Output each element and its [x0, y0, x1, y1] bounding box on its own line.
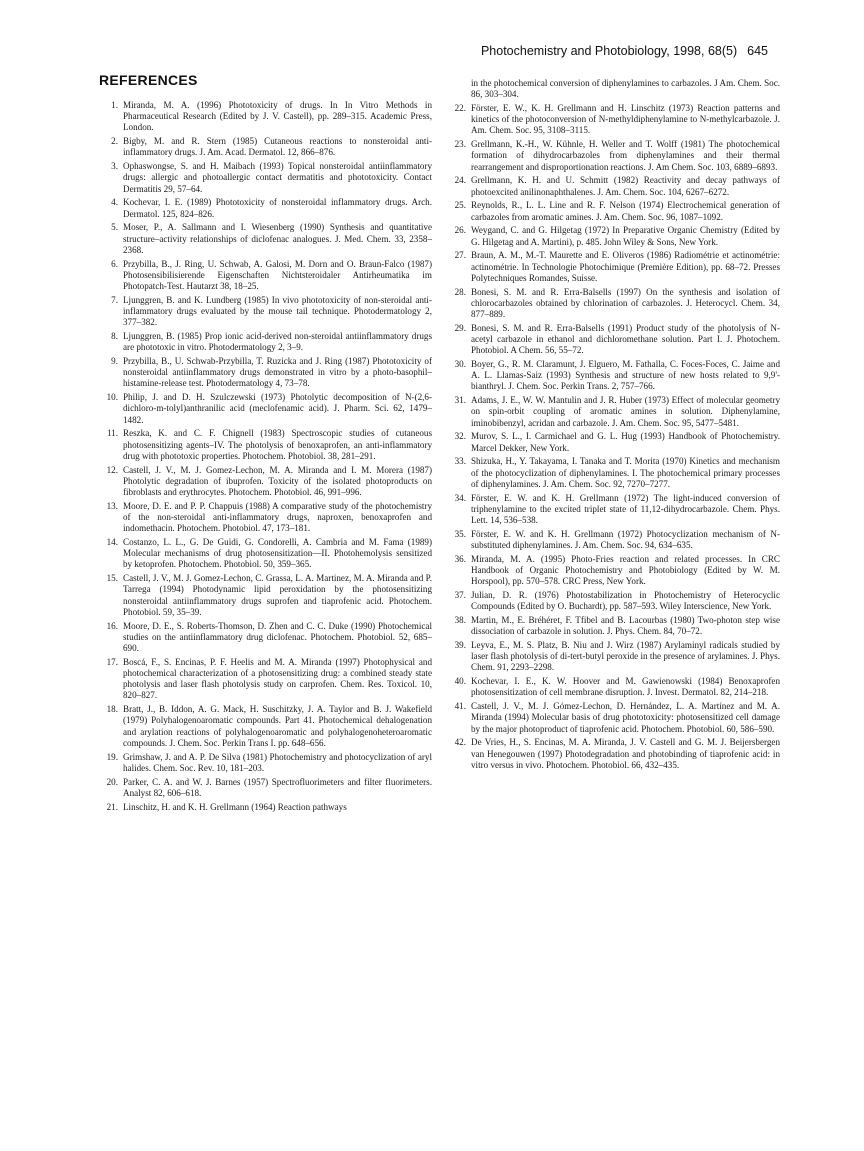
reference-text: Reynolds, R., L. L. Line and R. F. Nelson (1974) Electrochemical generation of carbazoles from aromatic amines. J. Am. Chem. Soc. 96, 1087–1092.: [471, 200, 780, 222]
reference-item: [444, 737, 780, 771]
reference-number: 22.: [454, 103, 466, 113]
reference-text: Parker, C. A. and W. J. Barnes (1957) Spectrofluorimeters and filter fluorimeters. Analyst 82, 606–618.: [123, 776, 432, 798]
reference-item: [444, 103, 780, 137]
reference-item: [96, 704, 432, 749]
reference-number: 3.: [111, 161, 118, 172]
reference-item: [96, 161, 432, 195]
reference-item: [444, 287, 780, 321]
references-right-column: [444, 78, 780, 774]
reference-text: De Vries, H., S. Encinas, M. A. Miranda, J. V. Castell and G. M. J. Beijersbergen van Henegouwen (1997) Photodegradation and photobinding of tiaprofenic acid: in vitro versus in vivo. Photochem. Photobiol. 66, 432–435.: [471, 737, 780, 770]
reference-number: 26.: [454, 225, 466, 236]
reference-text: Moore, D. E., S. Roberts-Thomson, D. Zhen and C. C. Duke (1990) Photochemical studies on the antiinflammatory drug diclofenac. Photochem. Photobiol. 52, 685–690.: [123, 620, 432, 654]
reference-number: 2.: [111, 136, 118, 147]
reference-number: 30.: [454, 359, 466, 370]
reference-item: [444, 139, 780, 173]
reference-number: 17.: [106, 656, 118, 667]
journal-citation: Photochemistry and Photobiology, 1998, 68(5): [480, 44, 738, 58]
reference-number: 10.: [106, 392, 118, 403]
reference-continuation: in the photochemical conversion of diphenylamines to carbazoles. J Am. Chem. Soc. 86, 303–304.: [471, 78, 780, 100]
reference-item: [444, 529, 780, 551]
running-header: [481, 44, 768, 58]
reference-text: Boyer, G., R. M. Claramunt, J. Elguero, M. Fathalla, C. Foces-Foces, C. Jaime and A. L. Llamas-Saiz (1993) Synthesis and structure of new hosts related to 9,9'-bianthryl. J. Chem. Soc. Perkin Trans. 2, 757–766.: [471, 359, 780, 392]
reference-number: 42.: [454, 737, 466, 748]
reference-number: 16.: [106, 620, 118, 631]
reference-text: Shizuka, H., Y. Takayama, I. Tanaka and T. Morita (1970) Kinetics and mechanism of the photocyclization of diphenylamines. I. The photochemical primary processes of diphenylamines. J. Am. Chem. Soc. 92, 7270–7277.: [471, 456, 780, 489]
reference-text: Bonesi, S. M. and R. Erra-Balsells (1991) Product study of the photolysis of N-acetyl carbazole in ethanol and dichloromethane solution. Part I. J. Photochem. Photobiol. A Chem. 56, 55–72.: [471, 322, 780, 356]
reference-number: 21.: [106, 801, 118, 812]
reference-number: 41.: [454, 701, 466, 712]
reference-number: 12.: [106, 464, 118, 475]
reference-text: Murov, S. L., I. Carmichael and G. L. Hug (1993) Handbook of Photochemistry. Marcel Dekker, New York.: [471, 431, 780, 453]
reference-text: Förster, E. W. and K. H. Grellmann (1972) Photocyclization mechanism of N-substituted diphenylamines. J. Am. Chem. Soc. 94, 634–635.: [471, 528, 780, 551]
references-left-column: [96, 100, 432, 815]
reference-text: Kochevar, I. E. (1989) Phototoxicity of nonsteroidal inflammatory drugs. Arch. Dermatol. 125, 824–826.: [123, 197, 432, 219]
reference-item: [444, 250, 780, 284]
reference-text: Grellmann, K. H. and U. Schmitt (1982) Reactivity and decay pathways of photoexcited anilinonaphthalenes. J. Am. Chem. Soc. 104, 6267–6272.: [471, 175, 780, 197]
reference-item: [96, 392, 432, 426]
reference-number: 32.: [454, 431, 466, 442]
reference-text: Grellmann, K.-H., W. Kühnle, H. Weller and T. Wolff (1981) The photochemical formation of dihydrocarbazoles from diphenylamines and their thermal rearrangement and disproportionation reactions. J. Am Chem. Soc. 103, 6889–6893.: [471, 139, 780, 172]
reference-number: 4.: [111, 197, 118, 208]
reference-item: [444, 493, 780, 527]
reference-text: Martin, M., E. Bréhéret, F. Tfibel and B. Lacourbas (1980) Two-photon step wise dissociation of carbazole in solution. J. Phys. Chem. 84, 70–72.: [471, 615, 780, 637]
reference-text: Adams, J. E., W. W. Mantulin and J. R. Huber (1973) Effect of molecular geometry on spin-orbit coupling of aromatic amines in solution. Diphenylamine, iminobibenzyl, acridan and carbazole. J. Am. Chem. Soc. 95, 5477–5481.: [471, 395, 780, 428]
reference-number: 11.: [106, 428, 118, 439]
reference-text: Moser, P., A. Sallmann and I. Wiesenberg (1990) Synthesis and quantitative structure–activity relationships of diclofenac analogues. J. Med. Chem. 33, 2358–2368.: [123, 222, 432, 255]
reference-item: [96, 537, 432, 571]
reference-text: Philip, J. and D. H. Szulczewski (1973) Photolytic decomposition of N-(2,6-dichloro-m-tolyl)anthranilic acid (meclofenamic acid). J. Pharm. Sci. 62, 1479–1482.: [123, 392, 432, 425]
reference-text: Bratt, J., B. Iddon, A. G. Mack, H. Suschitzky, J. A. Taylor and B. J. Wakefield (1979) Polyhalogenoaromatic compounds. Part 41. Photochemical dehalogenation and arylation reactions of polyhalogenoaromatic and polyhalogenoheteroaromatic compounds. J. Chem. Soc. Perkin Trans I. pp. 648–656.: [123, 704, 432, 748]
reference-number: 31.: [454, 395, 466, 406]
reference-item: [96, 657, 432, 702]
reference-number: 37.: [454, 590, 466, 601]
reference-number: 25.: [454, 200, 466, 211]
reference-text: Ljunggren, B. (1985) Prop ionic acid-derived non-steroidal antiinflammatory drugs are phototoxic in vitro. Photodermatology 2, 3–9.: [123, 331, 432, 353]
reference-text: Julian, D. R. (1976) Photostabilization in Photochemistry of Heterocyclic Compounds (Edited by O. Buchardt), pp. 587–593. Wiley Interscience, New York.: [471, 590, 780, 612]
reference-number: 27.: [454, 250, 466, 261]
reference-item: [444, 554, 780, 588]
reference-number: 36.: [454, 553, 466, 564]
reference-text: Przybilla, B., U. Schwab-Przybilla, T. Ruzicka and J. Ring (1987) Phototoxicity of nonsteroidal antiinflammatory drugs demonstrated in vitro by a photo-basophil–histamine-release test. Photodermatology 4, 73–78.: [123, 356, 432, 389]
reference-text: Weygand, C. and G. Hilgetag (1972) In Preparative Organic Chemistry (Edited by G. Hilgetag and A. Martini), p. 485. John Wiley & Sons, New York.: [471, 225, 780, 247]
reference-item: [444, 323, 780, 357]
section-title: REFERENCES: [99, 72, 198, 88]
reference-text: Linschitz, H. and K. H. Grellmann (1964) Reaction pathways: [123, 801, 347, 812]
reference-text: Bigby, M. and R. Stern (1985) Cutaneous reactions to nonsteroidal anti-inflammatory drugs. J. Am. Acad. Dermatol. 12, 866–876.: [123, 136, 432, 158]
reference-number: 14.: [106, 537, 118, 548]
reference-number: 20.: [106, 776, 118, 787]
reference-item: [96, 777, 432, 799]
reference-text: Castell, J. V., M. J. Gomez-Lechon, M. A. Miranda and I. M. Morera (1987) Photolytic degradation of ibuprofen. Toxicity of the isolated photoproducts on fibroblasts and erythrocytes. Photochem. Photobiol. 46, 991–996.: [123, 464, 432, 498]
reference-number: 18.: [106, 704, 118, 715]
reference-item: [444, 175, 780, 197]
reference-number: 29.: [454, 322, 466, 333]
reference-item: [96, 197, 432, 219]
reference-number: 8.: [111, 331, 118, 342]
reference-item: [96, 752, 432, 774]
reference-item: [444, 701, 780, 735]
reference-number: 39.: [454, 640, 466, 651]
reference-item: [444, 590, 780, 612]
reference-number: 40.: [454, 676, 466, 687]
reference-number: 13.: [106, 500, 118, 511]
reference-number: 38.: [454, 615, 466, 626]
reference-text: Przybilla, B., J. Ring, U. Schwab, A. Galosi, M. Dorn and O. Braun-Falco (1987) Photosensibilisierende Eigenschaften Nichtsteroidaler Antirheumatika im Photopatch-Test. Hautarzt 38, 18–25.: [123, 258, 432, 292]
reference-text: Miranda, M. A. (1996) Phototoxicity of drugs. In In Vitro Methods in Pharmaceutical Research (Edited by J. V. Castell), pp. 289–315. Academic Press, London.: [123, 100, 432, 133]
reference-item: [96, 259, 432, 293]
reference-text: Kochevar, I. E., K. W. Hoover and M. Gawienowski (1984) Benoxaprofen photosensitization of cell membrane disruption. J. Invest. Dermatol. 82, 214–218.: [471, 676, 780, 698]
reference-number: 5.: [111, 222, 118, 233]
reference-number: 33.: [454, 456, 466, 467]
reference-item: [96, 501, 432, 535]
reference-number: 6.: [111, 258, 118, 269]
reference-item: [96, 802, 432, 813]
reference-text: Moore, D. E. and P. P. Chappuis (1988) A comparative study of the photochemistry of the non-steroidal anti-inflammatory drugs, naproxen, benoxaprofen and indomethacin. Photochem. Photobiol. 47, 173–181.: [123, 500, 432, 534]
reference-number: 28.: [454, 286, 466, 297]
reference-item: [96, 136, 432, 158]
reference-item: [96, 222, 432, 256]
reference-text: Braun, A. M., M.-T. Maurette and E. Oliveros (1986) Radiométrie et actinométrie: actinométrie. In Technologie Photochimique (Première Edition), pp. 68–72. Presses Polytechniques Romandes, Suisse.: [471, 250, 780, 283]
reference-item: [96, 100, 432, 134]
reference-number: 24.: [454, 175, 466, 186]
reference-text: Grimshaw, J. and A. P. De Silva (1981) Photochemistry and photocyclization of aryl halides. Chem. Soc. Rev. 10, 181–203.: [123, 751, 432, 773]
reference-number: 23.: [454, 139, 466, 150]
reference-text: Ophaswongse, S. and H. Maibach (1993) Topical nonsteroidal antiinflammatory drugs: allergic and photoallergic contact dermatitis and phototoxicity. Contact Dermatitis 29, 57–64.: [123, 161, 432, 194]
reference-text: Förster, E. W., K. H. Grellmann and H. Linschitz (1973) Reaction patterns and kinetics of the photoconversion of N-methyldiphenylamine to N-methylcarbazole. J. Am. Chem. Soc. 95, 3108–3115.: [471, 103, 780, 136]
reference-text: Reszka, K. and C. F. Chignell (1983) Spectroscopic studies of cutaneous photosensitizing agents–IV. The photolysis of benoxaprofen, an anti-inflammatory drug with phototoxic properties. Photochem. Photobiol. 38, 281–291.: [123, 428, 432, 461]
reference-text: Castell, J. V., M. J. Gomez-Lechon, C. Grassa, L. A. Martinez, M. A. Miranda and P. Tarrega (1994) Photodynamic lipid peroxidation by the photosensitizing nonsteroidal antiinflammatory drugs suprofen and tiaprofenic acid. Photochem. Photobiol. 59, 35–39.: [123, 573, 432, 617]
reference-item: [96, 428, 432, 462]
reference-text: Bonesi, S. M. and R. Erra-Balsells (1997) On the synthesis and isolation of chlorocarbazoles obtained by chlorination of carbazoles. J. Heterocycl. Chem. 34, 877–889.: [471, 286, 780, 320]
reference-text: Förster, E. W. and K. H. Grellmann (1972) The light-induced conversion of triphenylamine to the excited triplet state of 11,12-dihydrocarbazole. Chem. Phys. Lett. 14, 536–538.: [471, 492, 780, 526]
reference-number: 15.: [106, 573, 118, 584]
reference-number: 35.: [454, 528, 466, 539]
reference-item: [96, 295, 432, 329]
reference-text: Costanzo, L. L., G. De Guidi, G. Condorelli, A. Cambria and M. Fama (1989) Molecular mechanisms of drug photosensitization—II. Photohemolysis sensitized by ketoprofen. Photochem. Photobiol. 50, 359–365.: [123, 537, 432, 570]
reference-text: Leyva, E., M. S. Platz, B. Niu and J. Wirz (1987) Arylaminyl radicals studied by laser flash photolysis of di-tert-butyl peroxide in the presence of arylamines. J. Phys. Chem. 91, 2293–2298.: [471, 640, 780, 673]
reference-item: [444, 395, 780, 429]
reference-item: [444, 615, 780, 637]
reference-item: [96, 331, 432, 353]
reference-number: 1.: [111, 100, 118, 110]
reference-text: Boscá, F., S. Encinas, P. F. Heelis and M. A. Miranda (1997) Photophysical and photochemical characterization of a photosensitizing drug: a combined steady state photolysis and laser flash photolysis study on carprofen. Chem. Res. Toxicol. 10, 820–827.: [123, 656, 432, 701]
reference-text: Ljunggren, B. and K. Lundberg (1985) In vivo phototoxicity of non-steroidal anti-inflammatory drugs evaluated by the mouse tail technique. Photodermatology 2, 377–382.: [123, 294, 432, 328]
reference-item: [444, 456, 780, 490]
reference-item: [444, 359, 780, 393]
reference-item: [96, 465, 432, 499]
reference-text: Castell, J. V., M. J. Gómez-Lechon, D. Hernández, L. A. Martínez and M. A. Miranda (1994) Molecular basis of drug phototoxicity: photosensitized cell damage by the major photoproduct of tiaprofenic acid. Photochem. Photobiol. 60, 586–590.: [471, 701, 780, 734]
reference-item: [444, 225, 780, 247]
reference-text: Miranda, M. A. (1995) Photo-Fries reaction and related processes. In CRC Handbook of Organic Photochemistry and Photobiology (Edited by W. M. Horspool), pp. 570–578. CRC Press, New York.: [471, 553, 780, 587]
reference-number: 9.: [111, 356, 118, 367]
reference-item: [444, 640, 780, 674]
reference-item: [96, 621, 432, 655]
reference-item: [444, 676, 780, 698]
reference-item: [444, 431, 780, 453]
page-number: 645: [747, 44, 768, 58]
reference-item: [96, 573, 432, 618]
reference-number: 19.: [106, 751, 118, 762]
reference-item: [96, 356, 432, 390]
reference-number: 7.: [111, 294, 118, 305]
reference-number: 34.: [454, 492, 466, 503]
reference-item: [444, 200, 780, 222]
